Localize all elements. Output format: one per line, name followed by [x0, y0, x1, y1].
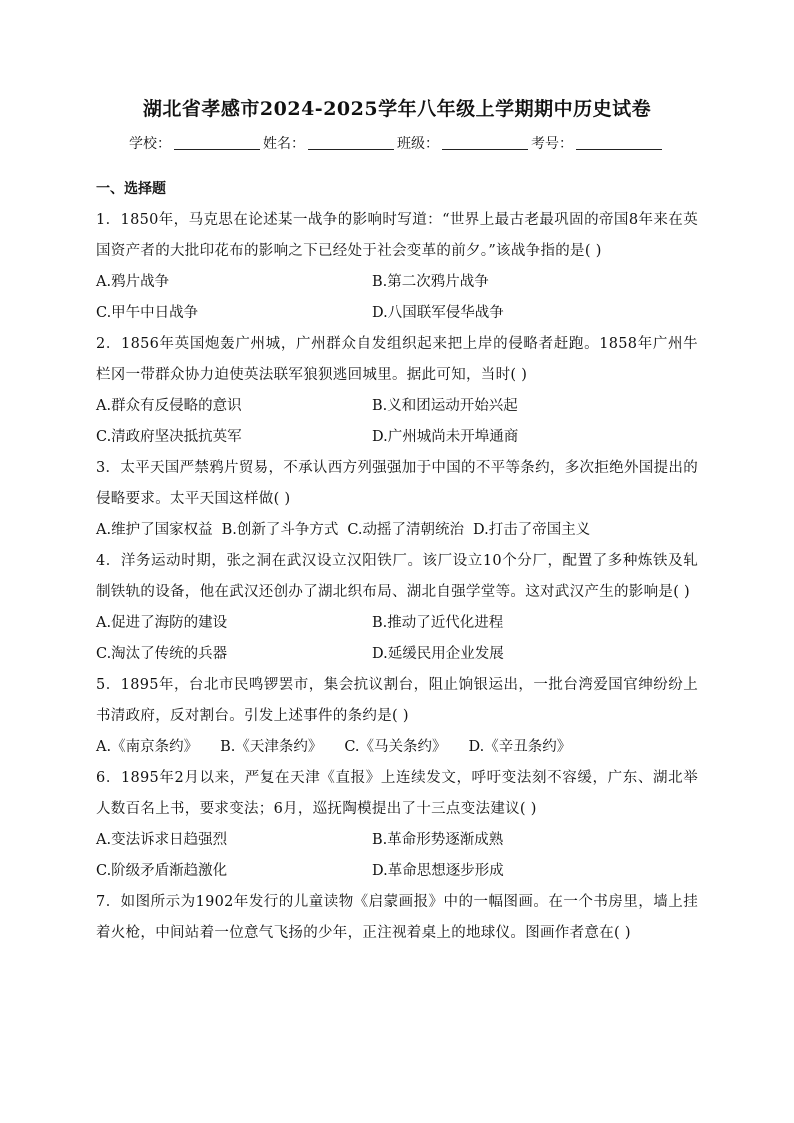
question-1-options [96, 267, 698, 329]
school-blank [174, 149, 260, 150]
option-d: D.《辛丑条约》 [468, 739, 572, 755]
option-d: D.八国联军侵华战争 [372, 305, 504, 321]
class-label: 班级： [397, 136, 439, 152]
question-5-options [96, 732, 698, 763]
name-blank [308, 149, 394, 150]
option-c: C.清政府坚决抵抗英军 [96, 429, 242, 445]
option-c: C.甲午中日战争 [96, 305, 199, 321]
exam-number-blank [576, 149, 662, 150]
question-5-stem: 5．1895年，台北市民鸣锣罢市，集会抗议割台，阻止饷银运出，一批台湾爱国官绅纷纷上书清政府，反对割台。引发上述事件的条约是( ) [96, 677, 698, 724]
student-info-row [96, 133, 698, 155]
option-c: C.《马关条约》 [344, 739, 447, 755]
question-7-stem: 7．如图所示为1902年发行的儿童读物《启蒙画报》中的一幅图画。在一个书房里，墙上挂着火枪，中间站着一位意气飞扬的少年，正注视着桌上的地球仪。图画作者意在( ) [96, 894, 698, 941]
option-d: D.打击了帝国主义 [473, 522, 591, 538]
option-a: A.促进了海防的建设 [96, 615, 228, 631]
option-d: D.革命思想逐步形成 [372, 863, 504, 879]
section-heading: 一、选择题 [96, 181, 166, 197]
question-4-options [96, 608, 698, 670]
option-c: C.动摇了清朝统治 [347, 522, 465, 538]
school-label: 学校： [129, 136, 171, 152]
option-b: B.推动了近代化进程 [372, 615, 504, 631]
question-6-stem: 6．1895年2月以来，严复在天津《直报》上连续发文，呼吁变法刻不容缓，广东、湖北举人数百名上书，要求变法；6月，巡抚陶模提出了十三点变法建议( ) [96, 770, 698, 817]
option-b: B.义和团运动开始兴起 [372, 398, 518, 414]
question-4-stem: 4．洋务运动时期，张之洞在武汉设立汉阳铁厂。该厂设立10个分厂，配置了多种炼铁及轧制铁轨的设备，他在武汉还创办了湖北织布局、湖北自强学堂等。这对武汉产生的影响是( ) [96, 553, 698, 600]
option-b: B.创新了斗争方式 [221, 522, 339, 538]
exam-number-label: 考号： [531, 136, 573, 152]
option-b: B.第二次鸦片战争 [372, 274, 489, 290]
option-b: B.《天津条约》 [220, 739, 323, 755]
option-c: C.阶级矛盾渐趋激化 [96, 863, 228, 879]
question-2-stem: 2．1856年英国炮轰广州城，广州群众自发组织起来把上岸的侵略者赶跑。1858年广州牛栏冈一带群众协力迫使英法联军狼狈逃回城里。据此可知，当时( ) [96, 336, 698, 383]
question-3-stem: 3．太平天国严禁鸦片贸易，不承认西方列强强加于中国的不平等条约，多次拒绝外国提出的侵略要求。太平天国这样做( ) [96, 460, 698, 507]
option-c: C.淘汰了传统的兵器 [96, 646, 228, 662]
option-d: D.广州城尚未开埠通商 [372, 429, 519, 445]
option-a: A.群众有反侵略的意识 [96, 398, 242, 414]
question-3-options [96, 515, 698, 546]
option-d: D.延缓民用企业发展 [372, 646, 504, 662]
name-label: 姓名： [263, 136, 305, 152]
question-2-options [96, 391, 698, 453]
class-blank [442, 149, 528, 150]
option-a: A.变法诉求日趋强烈 [96, 832, 228, 848]
question-1-stem: 1．1850年，马克思在论述某一战争的影响时写道：“世界上最古老最巩固的帝国8年来在英国资产者的大批印花布的影响之下已经处于社会变革的前夕。”该战争指的是( ) [96, 212, 698, 259]
option-a: A.鸦片战争 [96, 274, 170, 290]
question-6-options [96, 825, 698, 887]
option-b: B.革命形势逐渐成熟 [372, 832, 504, 848]
option-a: A.《南京条约》 [96, 739, 199, 755]
exam-title: 湖北省孝感市2024-2025学年八年级上学期期中历史试卷 [142, 98, 652, 120]
option-a: A.维护了国家权益 [96, 522, 213, 538]
